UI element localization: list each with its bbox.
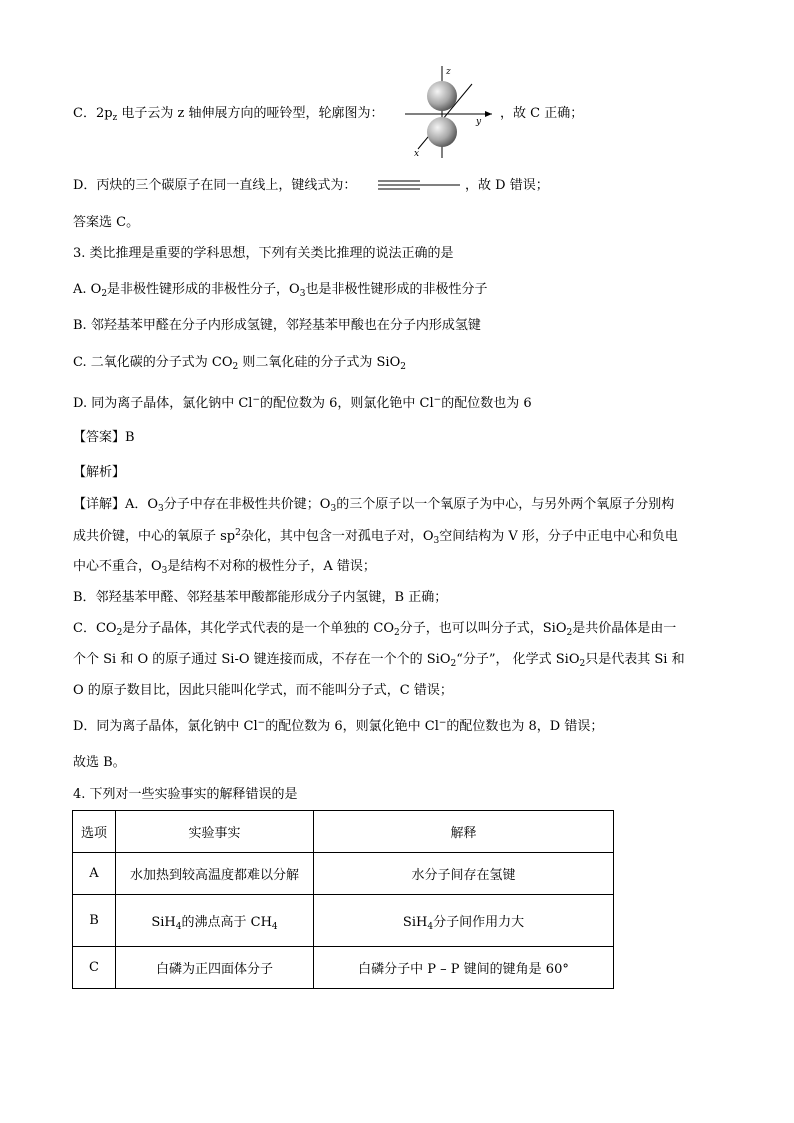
z-axis-label: z — [446, 67, 451, 77]
detail-line-6: 个个 Si 和 O 的原子通过 Si-O 键连接而成，不存在一个个的 SiO$_2$“分子”， 化学式 SiO$_2$只是代表其 Si 和 — [73, 652, 685, 669]
option-d-line: D．丙炔的三个碳原子在同一直线上，键线式为： — [73, 178, 357, 193]
p-orbital-diagram — [400, 64, 500, 160]
q3-stem: 3. 类比推理是重要的学科思想，下列有关类比推理的说法正确的是 — [73, 246, 454, 261]
option-c-tail: ，故 C 正确； — [500, 106, 584, 121]
upper-lobe — [427, 81, 457, 111]
q3-option-d: D. 同为离子晶体，氯化钠中 Cl−的配位数为 6，则氯化铯中 Cl−的配位数也为 6 — [73, 395, 532, 411]
x-axis-label: x — [414, 149, 420, 159]
detail-line-8: D．同为离子晶体，氯化钠中 Cl−的配位数为 6，则氯化铯中 Cl−的配位数也为 8，D 错误； — [73, 718, 604, 734]
q3-option-a: A. $O_2$是非极性键形成的非极性分子，$O_3$也是非极性键形成的非极性分子 — [73, 282, 488, 299]
detail-line-9: 故选 B。 — [73, 755, 126, 770]
q4-stem: 4. 下列对一些实验事实的解释错误的是 — [73, 787, 298, 802]
detail-line-3: 中心不重合，$O_3$是结构不对称的极性分子，A 错误； — [73, 559, 376, 576]
table-row: A 水加热到较高温度都难以分解 水分子间存在氢键 — [73, 853, 614, 895]
detail-line-7: O 的原子数目比，因此只能叫化学式，而不能叫分子式，C 错误； — [73, 683, 453, 698]
analysis-label: 【解析】 — [73, 465, 126, 480]
option-c-line: C．$2p_z$ 电子云为 z 轴伸展方向的哑铃型，轮廓图为： — [73, 106, 384, 123]
option-d-tail: ，故 D 错误； — [465, 178, 549, 193]
header-option: 选项 — [73, 811, 116, 853]
q3-option-c: C. 二氧化碳的分子式为 $CO_2$ 则二氧化硅的分子式为 SiO$_2$ — [73, 355, 406, 372]
detail-line-5: C．$CO_2$是分子晶体，其化学式代表的是一个单独的 $CO_2$分子，也可以叫分子式，SiO$_2$是共价晶体是由一 — [73, 621, 677, 638]
q4-table — [72, 810, 614, 989]
lower-lobe — [427, 117, 457, 147]
table-header-row — [73, 811, 614, 853]
header-fact: 实验事实 — [116, 811, 314, 853]
detail-line-4: B．邻羟基苯甲醛、邻羟基苯甲酸都能形成分子内氢键，B 正确； — [73, 590, 448, 605]
answer-q2: 答案选 C。 — [73, 215, 140, 230]
header-explanation: 解释 — [314, 811, 614, 853]
q3-option-b: B. 邻羟基苯甲醛在分子内形成氢键，邻羟基苯甲酸也在分子内形成氢键 — [73, 318, 481, 333]
detail-line-1: 【详解】A．$O_3$分子中存在非极性共价键；$O_3$的三个原子以一个氧原子为中心，与另外两个氧原子分别构 — [73, 497, 675, 514]
answer-line: 【答案】B — [73, 430, 135, 445]
detail-line-2: 成共价键，中心的氧原子 $sp^2$杂化，其中包含一对孤电子对，$O_3$空间结构为 V 形，分子中正电中心和负电 — [73, 528, 678, 546]
table-row: B SiH$_4$的沸点高于 $CH_4$ SiH$_4$分子间作用力大 — [73, 895, 614, 947]
table-row: C 白磷为正四面体分子 白磷分子中 P – P 键间的键角是 60° — [73, 947, 614, 989]
triple-bond-line-structure — [376, 178, 462, 192]
y-axis-label: y — [476, 117, 482, 127]
